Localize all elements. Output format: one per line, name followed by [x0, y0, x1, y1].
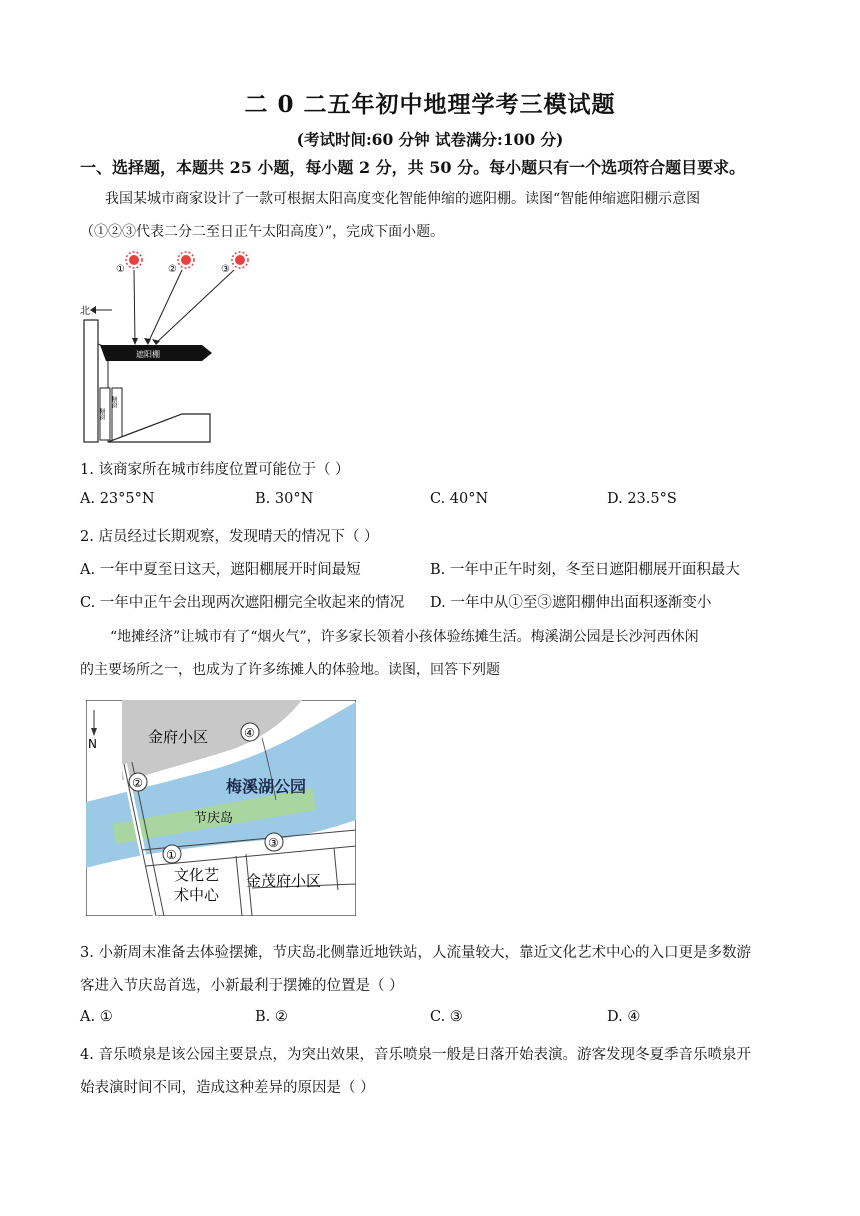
marker-4: ④ [244, 726, 255, 740]
intro2-line-2: 的主要场所之一，也成为了许多练摊人的体验地。读图，回答下列题 [80, 662, 500, 678]
q1-option-a[interactable]: A. 23°5°N [80, 491, 155, 507]
island-label: 节庆岛 [194, 811, 234, 826]
question-3-line-2: 客进入节庆岛首选，小新最利于摆摊的位置是（ ） [80, 978, 404, 994]
question-3-line-1: 3. 小新周末准备去体验摆摊，节庆岛北侧靠近地铁站，人流量较大，靠近文化艺术中心的入口更是多数游 [80, 945, 751, 961]
sun-label-2: ② [168, 264, 177, 275]
question-1-stem: 1. 该商家所在城市纬度位置可能位于（ ） [80, 462, 350, 478]
jinmao-label: 金茂府小区 [246, 872, 322, 890]
page-title: 二 0 二五年初中地理学考三模试题 [244, 91, 616, 118]
window-label: 橱窗 [110, 396, 117, 408]
marker-3: ③ [268, 836, 279, 850]
q1-option-b[interactable]: B. 30°N [255, 491, 314, 507]
culture-label-1: 文化艺 [174, 866, 220, 884]
q3-option-a[interactable]: A. ① [80, 1009, 113, 1025]
question-4-line-2: 始表演时间不同，造成这种差异的原因是（ ） [80, 1080, 375, 1096]
sun-icon [178, 252, 194, 268]
exam-info: (考试时间:60 分钟 试卷满分:100 分) [296, 130, 564, 149]
question-2-stem: 2. 店员经过长期观察，发现晴天的情况下（ ） [80, 529, 379, 545]
marker-2: ② [132, 776, 143, 790]
q3-option-d[interactable]: D. ④ [607, 1009, 641, 1025]
north-label: 北 [80, 306, 90, 317]
q2-option-c[interactable]: C. 一年中正午会出现两次遮阳棚完全收起来的情况 [80, 595, 405, 611]
intro2-line-1: “地摊经济”让城市有了“烟火气”，许多家长领着小孩体验练摊生活。梅溪湖公园是长沙河西休闲 [110, 629, 699, 645]
question-4-line-1: 4. 音乐喷泉是该公园主要景点，为突出效果，音乐喷泉一般是日落开始表演。游客发现冬夏季音乐喷泉开 [80, 1047, 751, 1063]
sun-label-1: ① [116, 264, 125, 275]
jinfu-label: 金府小区 [148, 728, 209, 746]
sun-icon [232, 252, 248, 268]
q3-option-c[interactable]: C. ③ [430, 1009, 463, 1025]
section-heading: 一、选择题，本题共 25 小题，每小题 2 分，共 50 分。每小题只有一个选项符合题目要求。 [80, 158, 746, 177]
culture-label-2: 术中心 [174, 886, 220, 904]
intro-line-2: （①②③代表二分二至日正午太阳高度）”，完成下面小题。 [80, 224, 445, 240]
q2-option-a[interactable]: A. 一年中夏至日这天，遮阳棚展开时间最短 [80, 562, 361, 578]
q2-option-b[interactable]: B. 一年中正午时刻，冬至日遮阳棚展开面积最大 [430, 562, 740, 578]
map-north-label: N [88, 737, 97, 751]
q1-option-d[interactable]: D. 23.5°S [607, 491, 677, 507]
q3-option-b[interactable]: B. ② [255, 1009, 288, 1025]
park-label: 梅溪湖公园 [226, 777, 307, 796]
sun-icon [126, 252, 142, 268]
intro-line-1: 我国某城市商家设计了一款可根据太阳高度变化智能伸缩的遮阳棚。读图“智能伸缩遮阳棚示意图 [105, 191, 701, 207]
marker-1: ① [166, 848, 177, 862]
q2-option-d[interactable]: D. 一年中从①至③遮阳棚伸出面积逐渐变小 [430, 595, 712, 611]
park-map [86, 700, 356, 916]
awning-diagram [78, 248, 258, 448]
window-label: 橱窗 [98, 408, 105, 420]
sun-label-3: ③ [221, 264, 230, 275]
q1-option-c[interactable]: C. 40°N [430, 491, 489, 507]
awning-label: 遮阳棚 [136, 350, 160, 359]
